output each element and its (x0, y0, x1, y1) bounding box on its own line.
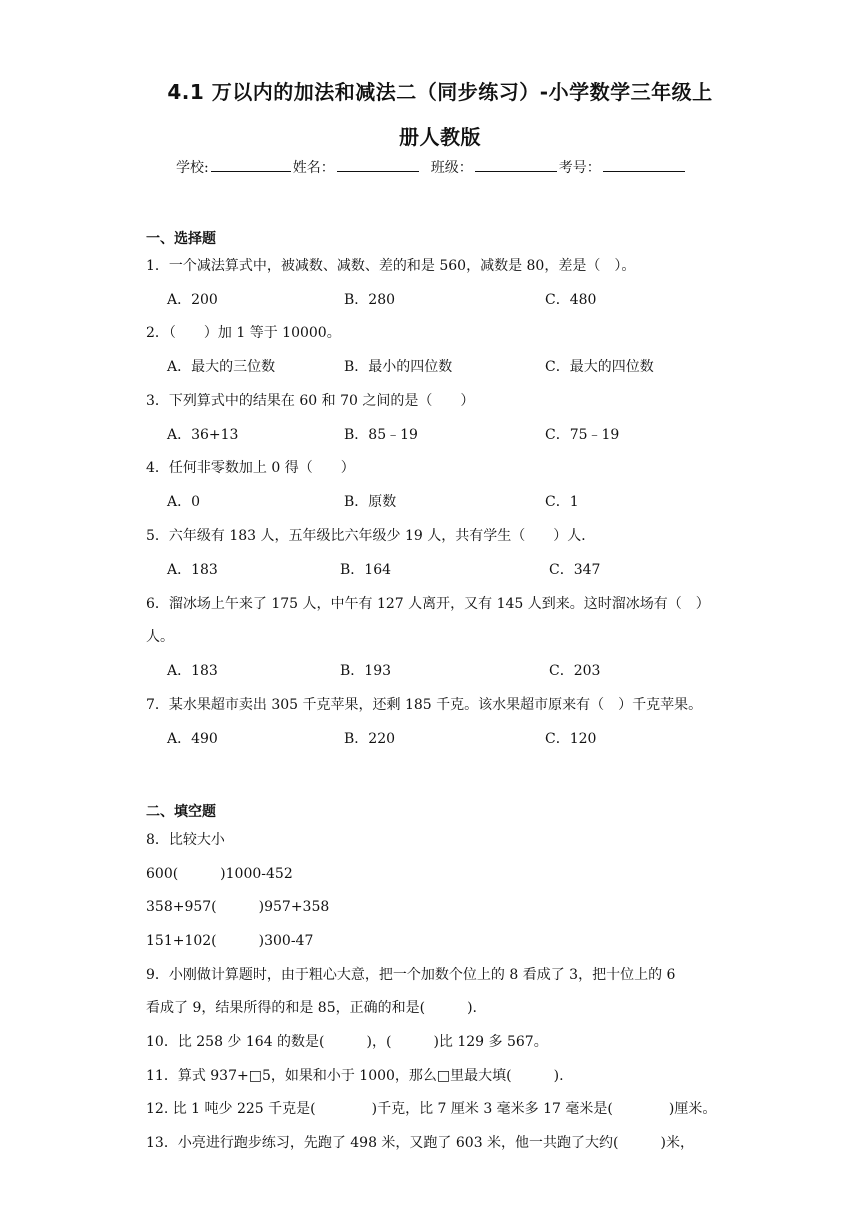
exam-no-blank (603, 157, 685, 172)
question-6: 6．溜冰场上午来了 175 人，中午有 127 人离开，又有 145 人到来。这时溜冰场有（ ） (146, 596, 710, 612)
question-2-option-c: C．最大的四位数 (545, 359, 654, 375)
question-6-line2: 人。 (146, 629, 174, 645)
question-9-line2: 看成了 9，结果所得的和是 85，正确的和是( ). (146, 1000, 477, 1016)
page-title-line2: 册人教版 (399, 125, 481, 149)
question-3-option-a: A．36+13 (167, 427, 239, 443)
question-8-item-b: 358+957( )957+358 (146, 899, 330, 915)
question-2: 2．（ ）加 1 等于 10000。 (146, 325, 341, 341)
section-choice-heading: 一、选择题 (146, 231, 216, 247)
question-4-option-b: B．原数 (344, 494, 397, 510)
question-7-option-b: B．220 (344, 731, 396, 747)
question-1-option-a: A．200 (167, 292, 218, 308)
school-label: 学校: (176, 160, 209, 176)
name-blank (337, 157, 419, 172)
question-2-option-b: B．最小的四位数 (344, 359, 453, 375)
student-info-line (176, 157, 687, 177)
class-blank (475, 157, 557, 172)
question-5-option-c: C．347 (549, 562, 601, 578)
question-7: 7．某水果超市卖出 305 千克苹果，还剩 185 千克。该水果超市原来有（ ）千克苹果。 (146, 697, 703, 713)
question-9-line1: 9．小刚做计算题时，由于粗心大意，把一个加数个位上的 8 看成了 3，把十位上的 6 (146, 967, 676, 983)
question-7-option-c: C．120 (545, 731, 597, 747)
question-5-option-a: A．183 (167, 562, 218, 578)
question-5: 5．六年级有 183 人，五年级比六年级少 19 人，共有学生（ ）人． (146, 528, 596, 544)
question-8-item-c: 151+102( )300-47 (146, 933, 314, 949)
question-3-option-c: C．75﹣19 (545, 427, 620, 443)
question-3: 3．下列算式中的结果在 60 和 70 之间的是（ ） (146, 393, 475, 409)
question-10: 10．比 258 少 164 的数是( )，( )比 129 多 567。 (146, 1034, 548, 1050)
question-4-option-a: A．0 (167, 494, 201, 510)
question-6-option-a: A．183 (167, 663, 218, 679)
question-1-option-b: B．280 (344, 292, 396, 308)
question-5-option-b: B．164 (340, 562, 392, 578)
exam-no-label: 考号： (558, 160, 601, 176)
question-8: 8．比较大小 (146, 832, 225, 848)
question-1: 1．一个减法算式中，被减数、减数、差的和是 560，减数是 80，差是（ ）。 (146, 258, 636, 274)
name-label: 姓名： (292, 160, 335, 176)
section-fill-heading: 二、填空题 (146, 804, 216, 820)
question-1-option-c: C．480 (545, 292, 597, 308)
question-12: 12. 比 1 吨少 225 千克是( )千克，比 7 厘米 3 毫米多 17 毫米是( )厘米。 (146, 1101, 717, 1117)
question-11: 11．算式 937+□5，如果和小于 1000，那么□里最大填( ). (146, 1068, 564, 1084)
question-4-option-c: C．1 (545, 494, 579, 510)
question-2-option-a: A．最大的三位数 (167, 359, 276, 375)
question-3-option-b: B．85﹣19 (344, 427, 418, 443)
question-13: 13．小亮进行跑步练习，先跑了 498 米，又跑了 603 米，他一共跑了大约( )米， (146, 1135, 694, 1151)
class-label: 班级： (430, 160, 473, 176)
page-title-line1: 4.1 万以内的加法和减法二（同步练习）-小学数学三年级上 (167, 80, 713, 104)
question-4: 4．任何非零数加上 0 得（ ） (146, 460, 355, 476)
school-blank (211, 157, 291, 172)
question-6-option-c: C．203 (549, 663, 601, 679)
question-8-item-a: 600( )1000-452 (146, 866, 293, 882)
question-7-option-a: A．490 (167, 731, 218, 747)
question-6-option-b: B．193 (340, 663, 392, 679)
